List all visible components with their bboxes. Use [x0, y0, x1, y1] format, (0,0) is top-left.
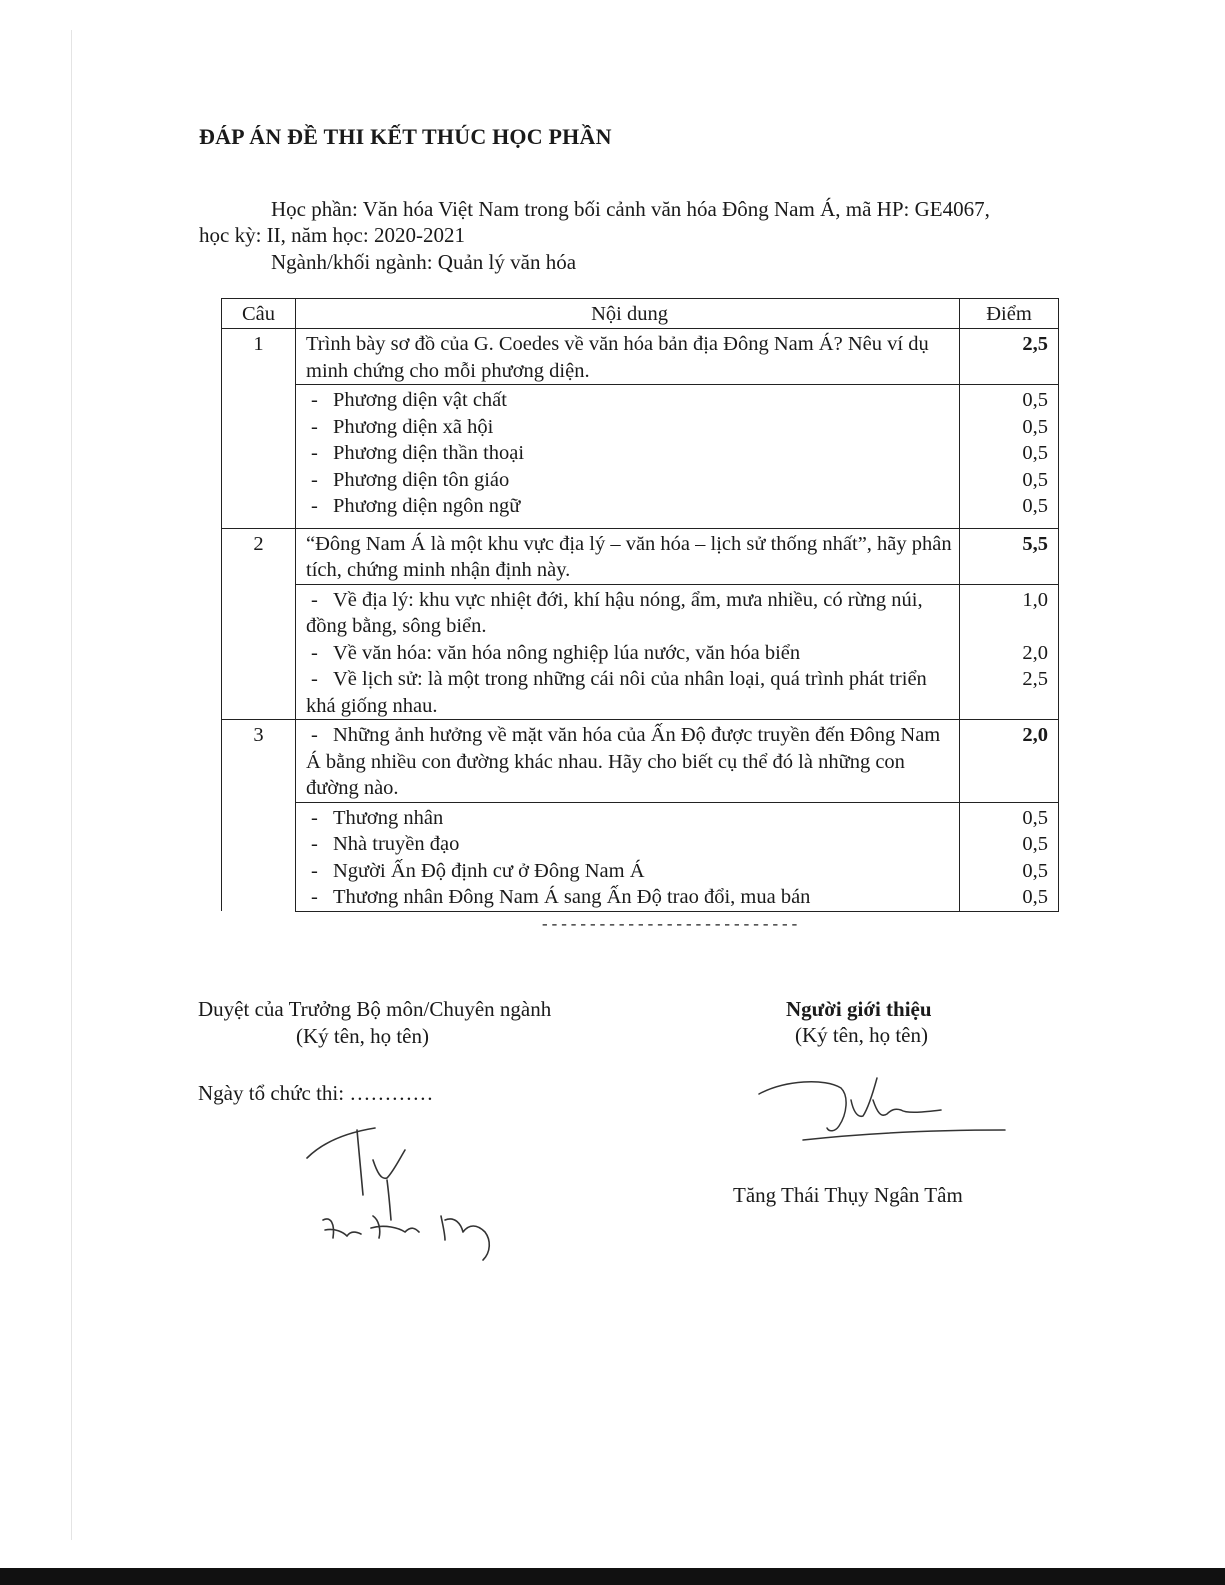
item-point: 0,5 — [1022, 495, 1048, 517]
item-point: 0,5 — [1022, 415, 1048, 438]
course-info-line3: Ngành/khối ngành: Quản lý văn hóa — [271, 250, 577, 274]
presenter-title: Người giới thiệu — [786, 997, 932, 1021]
question-number: 2 — [222, 528, 296, 720]
item-point: 1,0 — [1022, 588, 1048, 611]
item-point: 2,0 — [1022, 641, 1048, 664]
question-items — [296, 584, 960, 720]
table-header-row — [222, 299, 1059, 329]
question-text: “Đông Nam Á là một khu vực địa lý – văn hóa – lịch sử thống nhất”, hãy phân tích, chứng minh nhận định này. — [296, 528, 960, 584]
list-item: - Thương nhân Đông Nam Á sang Ấn Độ trao đổi, mua bán — [311, 886, 811, 908]
presenter-name: Tăng Thái Thụy Ngân Tâm — [733, 1183, 963, 1207]
question-number: 1 — [222, 329, 296, 529]
approval-title: Duyệt của Trưởng Bộ môn/Chuyên ngành — [198, 997, 552, 1021]
item-point: 0,5 — [1022, 389, 1048, 411]
question-2-items-row — [222, 584, 1059, 720]
left-signature-image — [295, 1120, 525, 1270]
list-item: - Về văn hóa: văn hóa nông nghiệp lúa nước, văn hóa biển — [311, 641, 801, 664]
exam-date: Ngày tổ chức thi: ………… — [198, 1081, 434, 1105]
item-points — [960, 584, 1059, 720]
question-text: - Những ảnh hưởng về mặt văn hóa của Ấn Độ được truyền đến Đông Nam Á bằng nhiều con đường khác nhau. Hãy cho biết cụ thể đó là những con đường nào. — [296, 720, 960, 803]
list-item: - Phương diện xã hội — [311, 415, 494, 438]
question-points: 2,5 — [960, 329, 1059, 385]
question-3-items-row — [222, 802, 1059, 911]
question-points: 2,0 — [960, 720, 1059, 803]
presenter-note: (Ký tên, họ tên) — [795, 1023, 928, 1047]
scan-bottom-edge — [0, 1568, 1225, 1585]
right-signature-image — [755, 1070, 1015, 1150]
list-item: - Phương diện ngôn ngữ — [311, 495, 521, 517]
approval-note: (Ký tên, họ tên) — [296, 1024, 429, 1048]
scan-margin-line — [71, 30, 72, 1540]
document-title: ĐÁP ÁN ĐỀ THI KẾT THÚC HỌC PHẦN — [199, 124, 612, 149]
question-points: 5,5 — [960, 528, 1059, 584]
list-item: - Phương diện thần thoại — [311, 442, 525, 464]
course-info-line2: học kỳ: II, năm học: 2020-2021 — [199, 223, 465, 247]
item-point: 0,5 — [1022, 806, 1048, 829]
header-points: Điểm — [960, 299, 1059, 329]
question-items — [296, 385, 960, 529]
list-item: - Nhà truyền đạo — [311, 833, 460, 855]
item-point: 0,5 — [1022, 442, 1048, 464]
list-item: - Phương diện tôn giáo — [311, 468, 510, 491]
header-question: Câu — [222, 299, 296, 329]
item-points — [960, 385, 1059, 529]
list-item: - Về lịch sử: là một trong những cái nôi của nhân loại, quá trình phát triển khá giống nhau. — [306, 668, 927, 717]
item-point: 0,5 — [1022, 886, 1048, 908]
course-info-line1: Học phần: Văn hóa Việt Nam trong bối cảnh văn hóa Đông Nam Á, mã HP: GE4067, — [271, 197, 990, 221]
question-2-row — [222, 528, 1059, 584]
item-point: 2,5 — [1022, 668, 1048, 690]
question-3-row — [222, 720, 1059, 803]
question-items — [296, 802, 960, 911]
answer-table — [221, 298, 1059, 912]
list-item: - Thương nhân — [311, 806, 444, 829]
item-points — [960, 802, 1059, 911]
question-1-items-row — [222, 385, 1059, 529]
list-item: - Người Ấn Độ định cư ở Đông Nam Á — [311, 859, 645, 882]
question-number: 3 — [222, 720, 296, 912]
list-item: - Về địa lý: khu vực nhiệt đới, khí hậu nóng, ẩm, mưa nhiều, có rừng núi, đồng bằng, sông biển. — [306, 588, 923, 637]
item-point: 0,5 — [1022, 833, 1048, 855]
list-item: - Phương diện vật chất — [311, 389, 507, 411]
item-point: 0,5 — [1022, 859, 1048, 882]
separator-line: --------------------------- — [540, 916, 800, 934]
question-text: Trình bày sơ đồ của G. Coedes về văn hóa bản địa Đông Nam Á? Nêu ví dụ minh chứng cho mỗi phương diện. — [296, 329, 960, 385]
question-1-row — [222, 329, 1059, 385]
header-content: Nội dung — [296, 299, 960, 329]
item-point: 0,5 — [1022, 468, 1048, 491]
